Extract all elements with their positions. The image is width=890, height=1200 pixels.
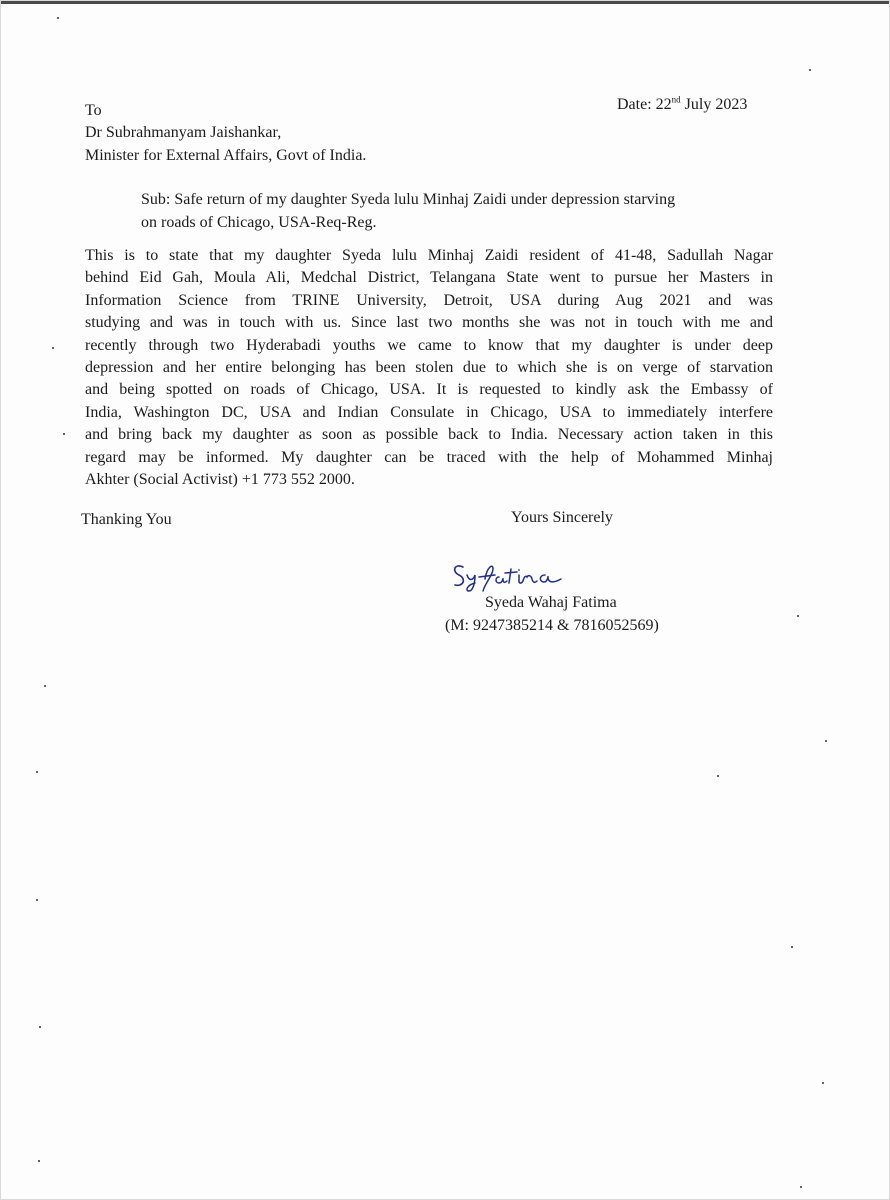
subject-line-2: on roads of Chicago, USA-Req-Reg. — [141, 214, 377, 231]
scan-speck — [63, 433, 65, 435]
body-line: depression and her entire belonging has been stolen due to which she is on verge of starvation — [85, 359, 773, 377]
scan-speck — [38, 1160, 40, 1162]
scan-speck — [39, 1026, 41, 1028]
scan-speck — [52, 347, 54, 349]
body-line: This is to state that my daughter Syeda lulu Minhaj Zaidi resident of 41-48, Sadullah Nagar — [85, 247, 773, 264]
subject-line-1: Sub: Safe return of my daughter Syeda lulu Minhaj Zaidi under depression starving — [141, 191, 676, 208]
recipient-title: Minister for External Affairs, Govt of India. — [85, 147, 367, 164]
scan-top-edge — [1, 1, 890, 4]
date-prefix: Date: 22 — [617, 96, 672, 113]
body-line: Information Science from TRINE University, Detroit, USA during Aug 2021 and was — [85, 291, 773, 309]
scan-speck — [800, 1186, 802, 1188]
scan-speck — [36, 771, 38, 773]
letter-body — [85, 245, 773, 491]
body-line: India, Washington DC, USA and Indian Consulate in Chicago, USA to immediately interfere — [85, 403, 773, 421]
body-line: recently through two Hyderabadi youths we came to know that my daughter is under deep — [85, 336, 773, 354]
closing-sincerely: Yours Sincerely — [511, 509, 613, 526]
scan-speck — [822, 1082, 824, 1084]
date-ordinal: nd — [671, 94, 681, 105]
scan-speck — [57, 17, 59, 19]
body-line: studying and was in touch with us. Since last two months she was not in touch with me and — [85, 314, 773, 332]
body-line: and being spotted on roads of Chicago, USA. It is requested to kindly ask the Embassy of — [85, 381, 773, 399]
scan-speck — [825, 740, 827, 742]
scan-speck — [791, 946, 793, 948]
body-line: regard may be informed. My daughter can be traced with the help of Mohammed Minhaj — [85, 448, 773, 466]
closing-thanks: Thanking You — [81, 511, 172, 528]
scan-speck — [809, 69, 811, 71]
scan-speck — [797, 615, 799, 617]
scan-speck — [36, 899, 38, 901]
recipient-name: Dr Subrahmanyam Jaishankar, — [85, 124, 282, 141]
scan-speck — [717, 775, 719, 777]
salutation-to: To — [85, 102, 102, 119]
handwritten-signature — [449, 557, 579, 593]
signer-name: Syeda Wahaj Fatima — [485, 594, 617, 611]
body-line: Akhter (Social Activist) +1 773 552 2000. — [85, 471, 355, 489]
letter-date — [617, 96, 747, 114]
signer-phone: (M: 9247385214 & 7816052569) — [445, 617, 659, 634]
body-line: behind Eid Gah, Moula Ali, Medchal District, Telangana State went to pursue her Masters in — [85, 269, 773, 287]
date-suffix: July 2023 — [680, 96, 748, 113]
body-line: and bring back my daughter as soon as possible back to India. Necessary action taken in this — [85, 426, 773, 444]
scan-speck — [44, 685, 46, 687]
